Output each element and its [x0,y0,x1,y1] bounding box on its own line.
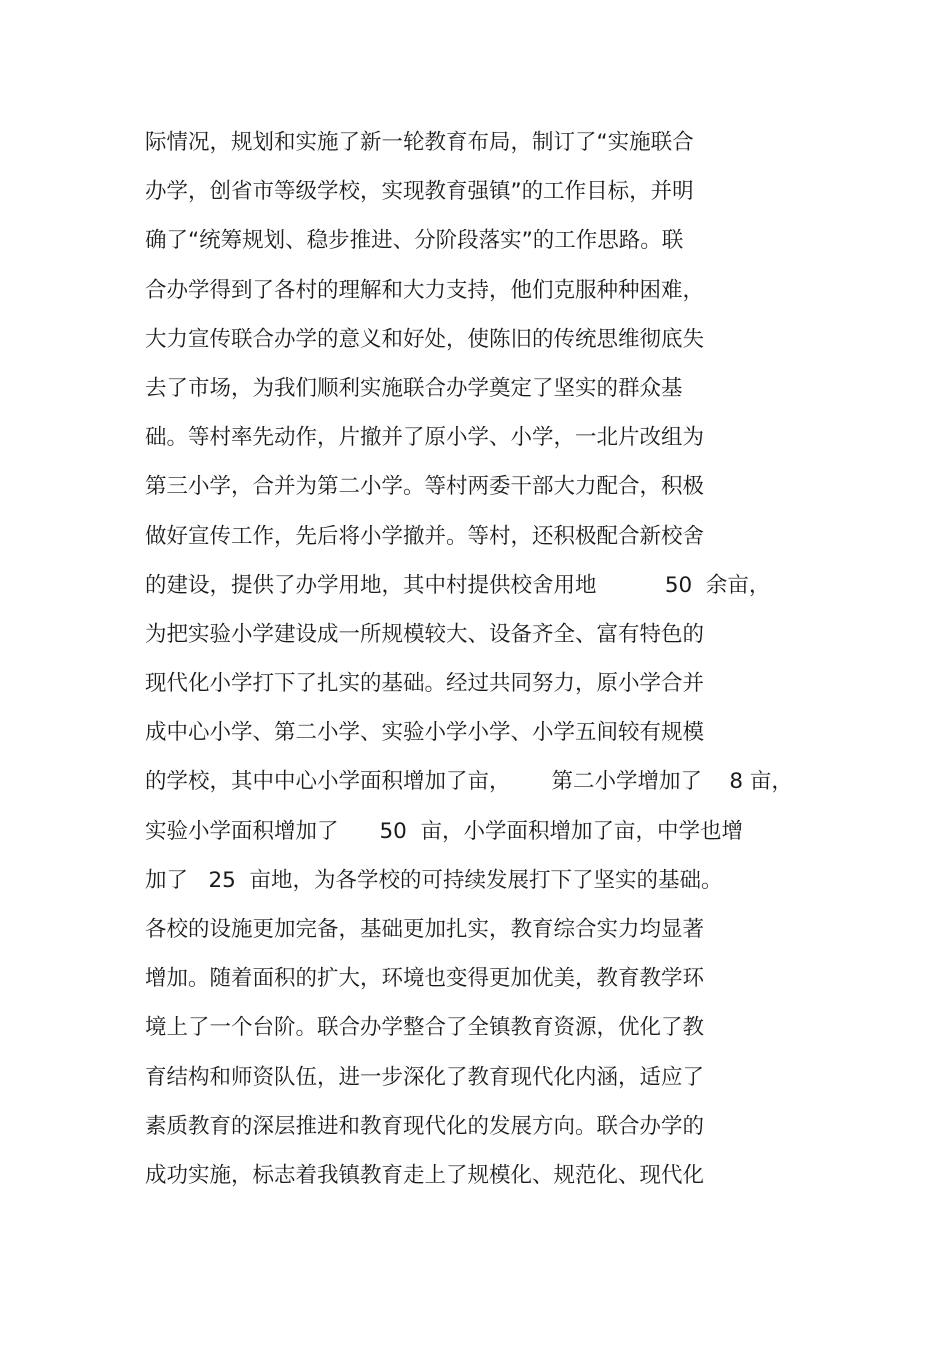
text-line: 去了市场，为我们顺利实施联合办学奠定了坚实的群众基 [145,375,683,401]
text-line: 做好宣传工作，先后将小学撤并。等村，还积极配合新校舍 [145,523,705,549]
text-line: 实验小学面积增加了 50 亩，小学面积增加了亩，中学也增 [145,818,744,844]
text-line: 的建设，提供了办学用地，其中村提供校舍用地 50 余亩， [145,572,771,598]
text-line: 为把实验小学建设成一所规模较大、设备齐全、富有特色的 [145,621,705,647]
text-line: 成中心小学、第二小学、实验小学小学、小学五间较有规模 [145,720,705,746]
text-line: 育结构和师资队伍，进一步深化了教育现代化内涵，适应了 [145,1064,705,1090]
text-line: 确了“统筹规划、稳步推进、分阶段落实”的工作思路。联 [145,228,684,254]
text-line: 际情况，规划和实施了新一轮教育布局，制订了“实施联合 [145,130,694,155]
text-line: 境上了一个台阶。联合办学整合了全镇教育资源，优化了教 [145,1015,705,1041]
text-line: 加了 25 亩地，为各学校的可持续发展打下了坚实的基础。 [145,867,723,893]
text-line: 大力宣传联合办学的意义和好处，使陈旧的传统思维彻底失 [145,326,705,352]
body-text [145,118,845,1200]
text-line: 的学校，其中中心小学面积增加了亩， 第二小学增加了 8 亩， [145,769,793,795]
text-line: 各校的设施更加完备，基础更加扎实，教育综合实力均显著 [145,917,705,942]
text-line: 现代化小学打下了扎实的基础。经过共同努力，原小学合并 [145,671,705,697]
text-line: 第三小学，合并为第二小学。等村两委干部大力配合，积极 [145,474,705,500]
text-line: 增加。随着面积的扩大，环境也变得更加优美，教育教学环 [145,966,705,992]
text-line: 成功实施，标志着我镇教育走上了规模化、规范化、现代化 [145,1162,705,1188]
text-line: 础。等村率先动作，片撤并了原小学、小学，一北片改组为 [145,425,705,451]
text-line: 素质教育的深层推进和教育现代化的发展方向。联合办学的 [145,1113,705,1139]
text-line: 办学，创省市等级学校，实现教育强镇”的工作目标，并明 [145,179,694,205]
text-line: 合办学得到了各村的理解和大力支持，他们克服种种困难， [145,277,705,303]
